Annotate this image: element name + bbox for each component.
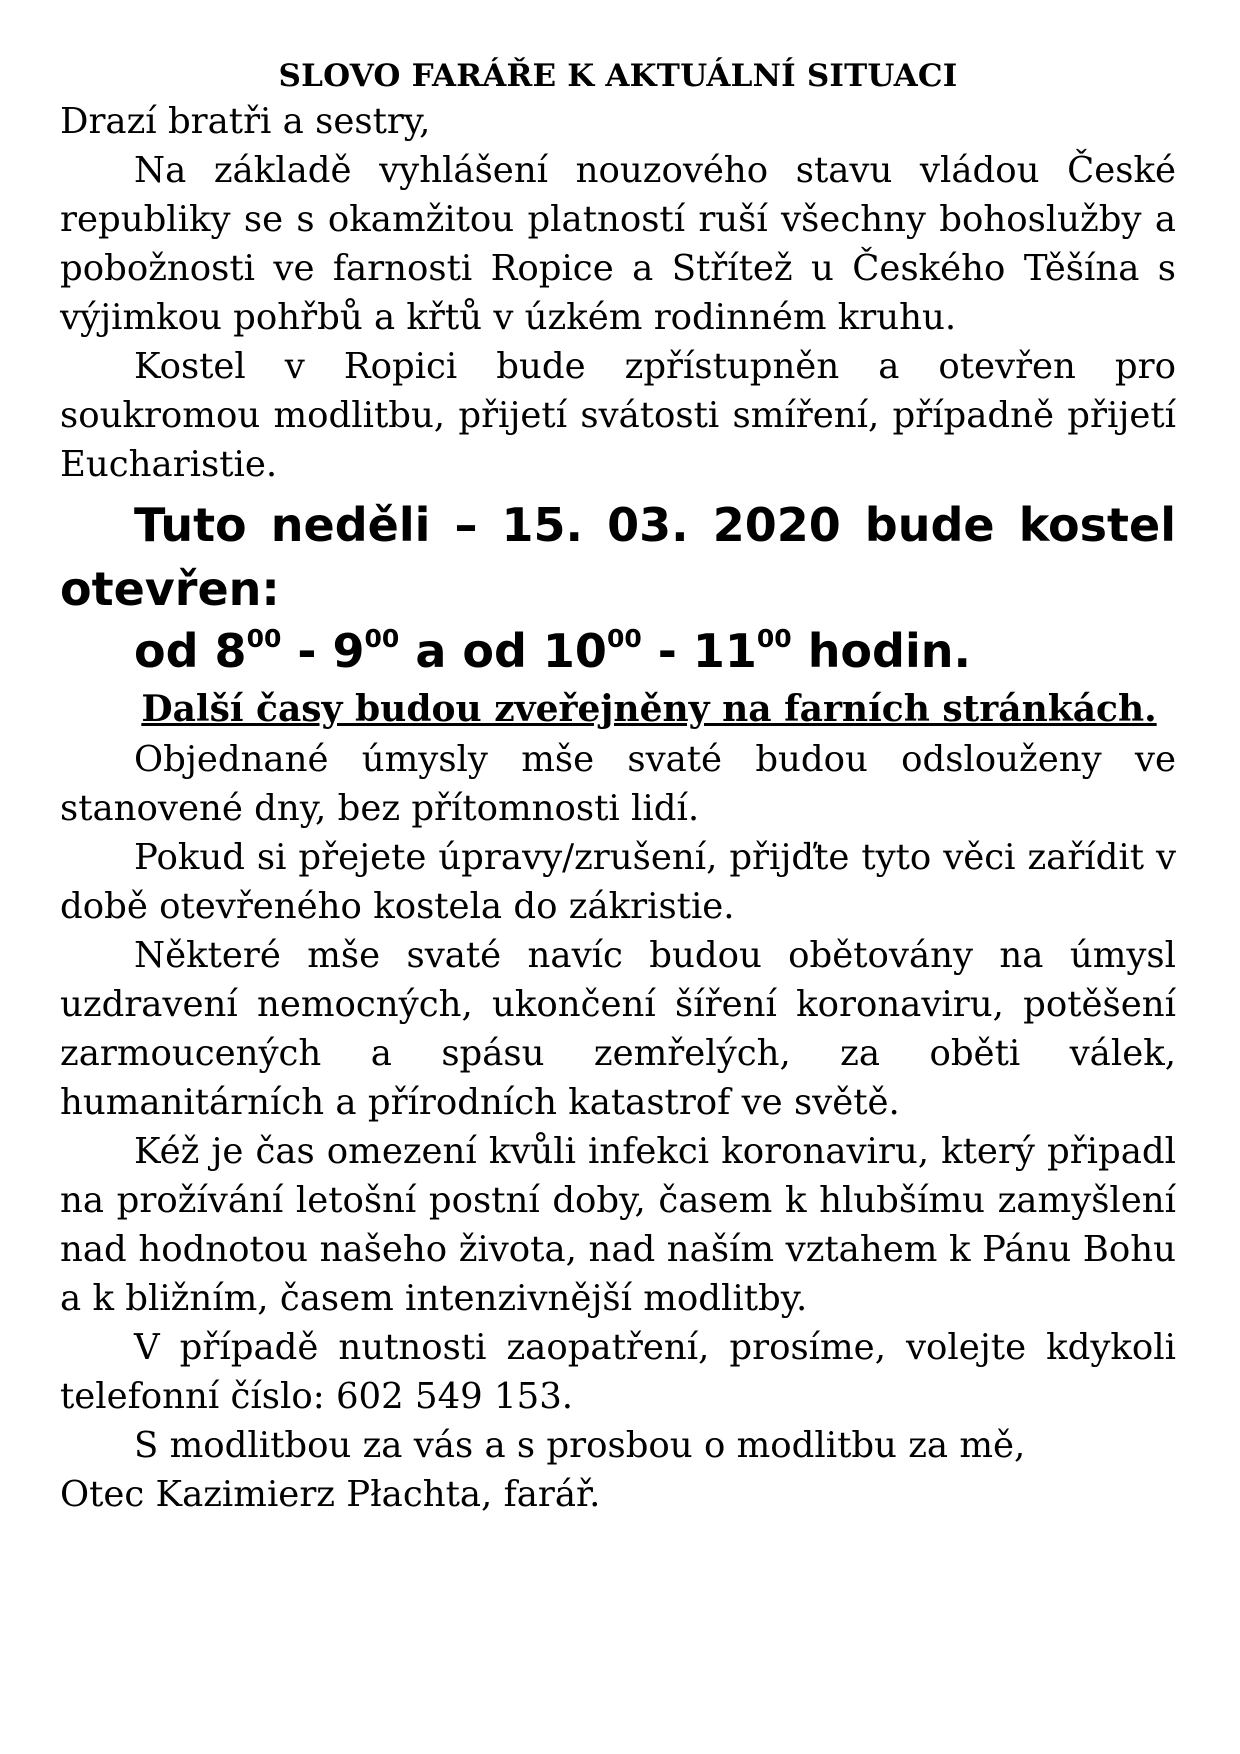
paragraph-closure: Na základě vyhlášení nouzového stavu vládou České republiky se s okamžitou platností ruší všechny bohoslužby a pobožnosti ve farnosti Ropice a Střítež u Českého Těšína s výjimkou pohřbů a křtů v úzkém rodinném kruhu.	[60, 150, 1176, 338]
paragraph-mass-intentions: Objednané úmysly mše svaté budou odslouženy ve stanovené dny, bez přítomnosti lidí.	[60, 739, 1176, 829]
time-1-hour: 8	[214, 624, 247, 678]
greeting: Drazí bratři a sestry,	[60, 101, 431, 142]
announcement-date: Tuto neděli – 15. 03. 2020 bude kostel otevřen:	[60, 498, 1176, 616]
times-conjunction: a od	[415, 624, 527, 678]
time-4-hour: 11	[692, 624, 757, 678]
time-2-minutes: 00	[364, 624, 400, 653]
paragraph-offerings: Některé mše svaté navíc budou obětovány na úmysl uzdravení nemocných, ukončení šíření koronaviru, potěšení zarmoucených a spásu zemřelých, za oběti válek, humanitárních a přírodních katastrof ve světě.	[60, 935, 1176, 1123]
signature: Otec Kazimierz Płachta, farář.	[60, 1474, 601, 1515]
document-page	[60, 55, 1176, 1519]
times-suffix: hodin.	[807, 624, 971, 678]
time-1-minutes: 00	[246, 624, 282, 653]
page-title: SLOVO FARÁŘE K AKTUÁLNÍ SITUACI	[278, 58, 958, 94]
time-4-minutes: 00	[756, 624, 792, 653]
paragraph-church-open: Kostel v Ropici bude zpřístupněn a otevřen pro soukromou modlitbu, přijetí svátosti smíření, případně přijetí Eucharistie.	[60, 346, 1176, 485]
time-3-hour: 10	[542, 624, 607, 678]
time-3-minutes: 00	[606, 624, 642, 653]
announcement-times: od $8^{00} - 9^{00}$ a od $10^{00} - 11^{00}$ hodin.	[134, 624, 971, 678]
paragraph-closing: S modlitbou za vás a s prosbou o modlitbu za mě,	[134, 1425, 1026, 1466]
time-2-hour: 9	[332, 624, 365, 678]
paragraph-phone: V případě nutnosti zaopatření, prosíme, volejte kdykoli telefonní číslo: 602 549 153.	[60, 1327, 1176, 1417]
times-prefix: od	[134, 624, 199, 678]
paragraph-reflection: Kéž je čas omezení kvůli infekci koronaviru, který připadl na prožívání letošní postní doby, časem k hlubšímu zamyšlení nad hodnotou našeho života, nad naším vztahem k Pánu Bohu a k bližním, časem intenzivnější modlitby.	[60, 1131, 1176, 1319]
paragraph-changes: Pokud si přejete úpravy/zrušení, přijďte tyto věci zařídit v době otevřeného kostela do zákristie.	[60, 837, 1176, 927]
website-notice: Další časy budou zveřejněny na farních stránkách.	[141, 688, 1157, 730]
